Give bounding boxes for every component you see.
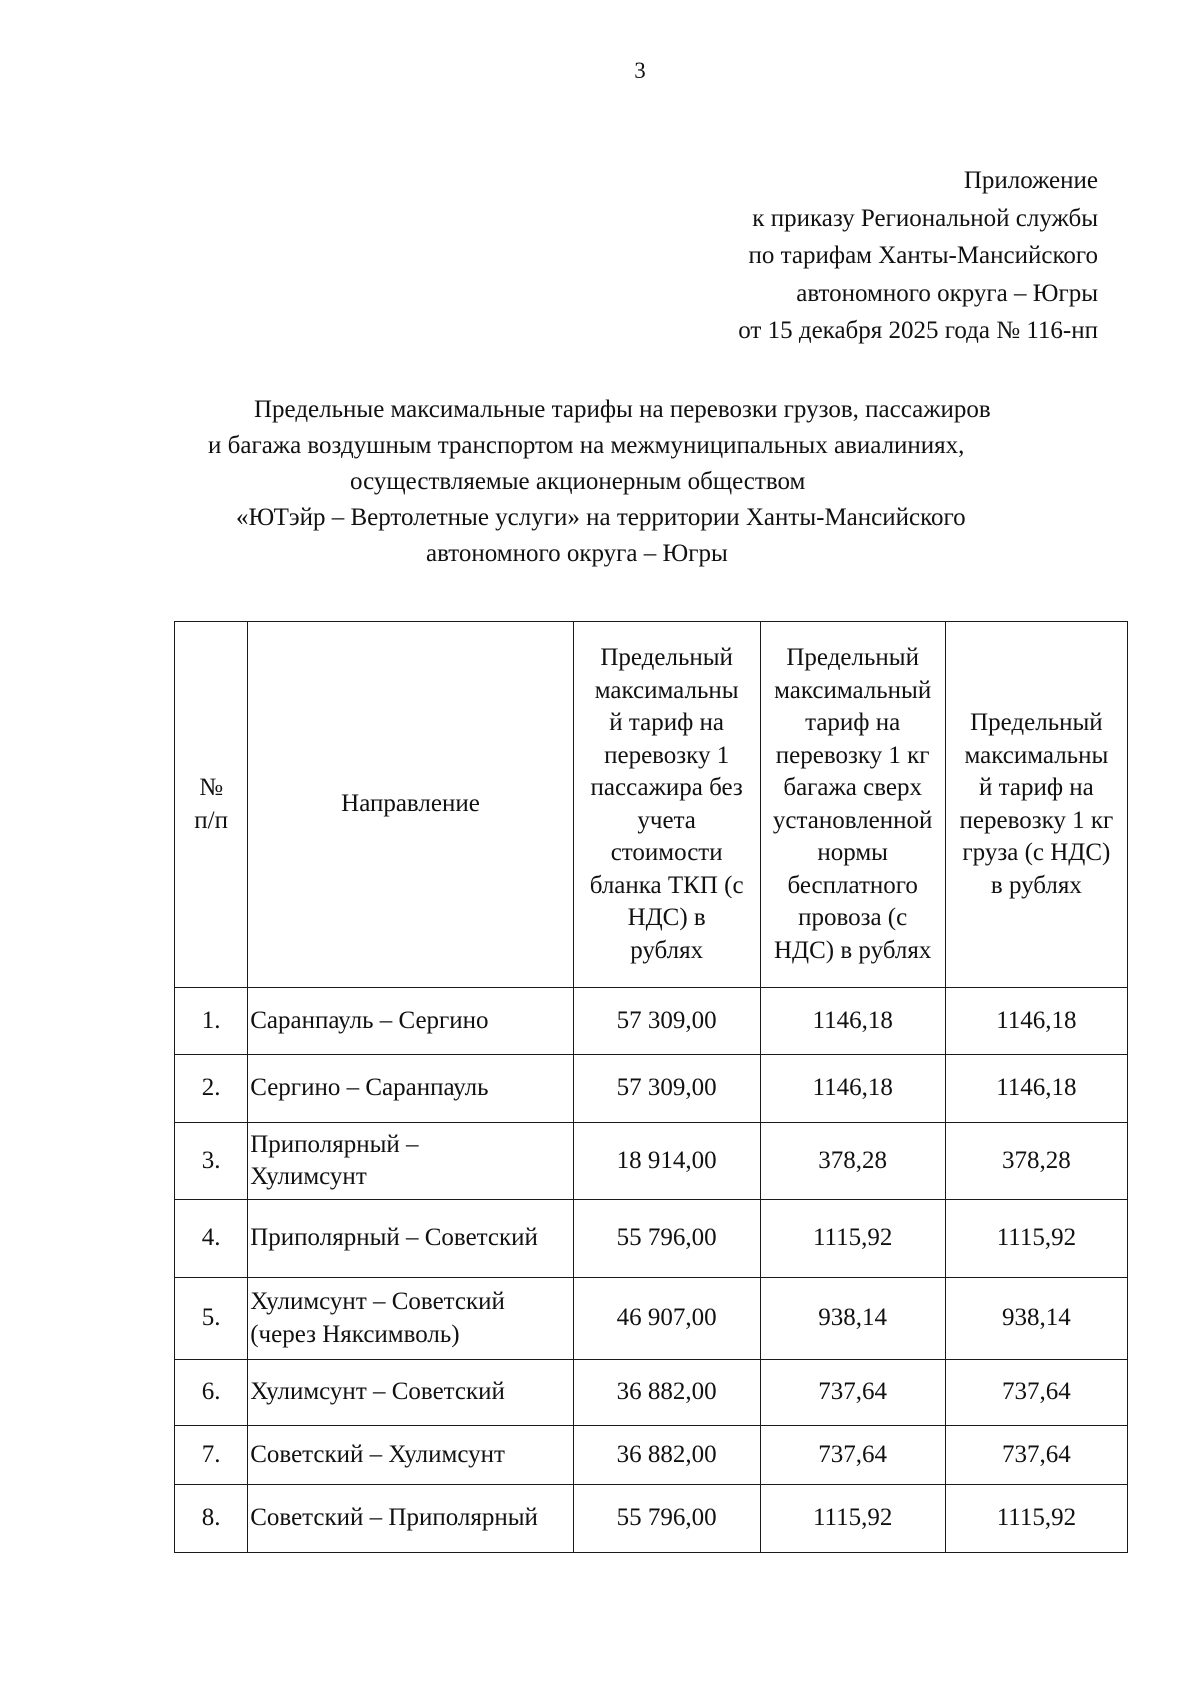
row-direction: Сергино – Саранпауль	[248, 1055, 574, 1123]
row-number: 1.	[175, 988, 248, 1055]
row-number: 3.	[175, 1123, 248, 1200]
row-baggage-tariff: 938,14	[760, 1278, 945, 1360]
row-passenger-tariff: 18 914,00	[573, 1123, 760, 1200]
row-direction: Приполярный – Хулимсунт	[248, 1123, 574, 1200]
table-row	[175, 1123, 1128, 1200]
row-passenger-tariff: 46 907,00	[573, 1278, 760, 1360]
table-row	[175, 988, 1128, 1055]
appendix-line: от 15 декабря 2025 года № 116-нп	[738, 317, 1098, 344]
row-cargo-tariff: 1115,92	[945, 1485, 1127, 1553]
row-direction: Хулимсунт – Советский (через Няксимволь)	[248, 1278, 574, 1360]
row-passenger-tariff: 57 309,00	[573, 988, 760, 1055]
row-cargo-tariff: 1146,18	[945, 1055, 1127, 1123]
title-line: «ЮТэйр – Вертолетные услуги» на территории Ханты-Мансийского	[236, 504, 966, 531]
row-passenger-tariff: 55 796,00	[573, 1485, 760, 1553]
row-passenger-tariff: 57 309,00	[573, 1055, 760, 1123]
row-direction: Приполярный – Советский	[248, 1200, 574, 1278]
table-row	[175, 1200, 1128, 1278]
row-number: 6.	[175, 1360, 248, 1426]
appendix-line: по тарифам Ханты-Мансийского	[748, 242, 1098, 269]
row-cargo-tariff: 737,64	[945, 1360, 1127, 1426]
appendix-line: Приложение	[963, 167, 1098, 194]
row-baggage-tariff: 1115,92	[760, 1485, 945, 1553]
appendix-line: к приказу Региональной службы	[752, 204, 1098, 232]
page-number: 3	[634, 58, 646, 83]
title-line: Предельные максимальные тарифы на перевозки грузов, пассажиров	[254, 396, 991, 423]
header-passenger-tariff: Предельный максимальны й тариф на перевозку 1 пассажира без учета стоимости бланка ТКП (с НДС) в рублях	[573, 622, 760, 988]
row-cargo-tariff: 378,28	[945, 1123, 1127, 1200]
row-direction: Советский – Хулимсунт	[248, 1426, 574, 1485]
row-number: 8.	[175, 1485, 248, 1553]
appendix-block	[738, 162, 1098, 350]
row-cargo-tariff: 737,64	[945, 1426, 1127, 1485]
row-passenger-tariff: 36 882,00	[573, 1360, 760, 1426]
row-baggage-tariff: 737,64	[760, 1360, 945, 1426]
table-row	[175, 1278, 1128, 1360]
header-number: № п/п	[175, 622, 248, 988]
table-row	[175, 1360, 1128, 1426]
row-baggage-tariff: 1146,18	[760, 1055, 945, 1123]
header-baggage-tariff: Предельный максимальный тариф на перевозку 1 кг багажа сверх установленной нормы бесплатного провоза (с НДС) в рублях	[760, 622, 945, 988]
row-direction: Саранпауль – Сергино	[248, 988, 574, 1055]
row-passenger-tariff: 36 882,00	[573, 1426, 760, 1485]
header-direction: Направление	[248, 622, 574, 988]
row-baggage-tariff: 1146,18	[760, 988, 945, 1055]
table-row	[175, 1055, 1128, 1123]
row-baggage-tariff: 1115,92	[760, 1200, 945, 1278]
row-cargo-tariff: 1115,92	[945, 1200, 1127, 1278]
row-number: 4.	[175, 1200, 248, 1278]
row-number: 7.	[175, 1426, 248, 1485]
document-title	[190, 392, 1090, 572]
row-number: 2.	[175, 1055, 248, 1123]
title-line: осуществляемые акционерным обществом	[350, 468, 806, 495]
table-header-row	[175, 622, 1128, 988]
table-row	[175, 1485, 1128, 1553]
title-line: и багажа воздушным транспортом на межмуниципальных авиалиниях,	[208, 432, 965, 459]
header-cargo-tariff: Предельный максимальны й тариф на перевозку 1 кг груза (с НДС) в рублях	[945, 622, 1127, 988]
row-passenger-tariff: 55 796,00	[573, 1200, 760, 1278]
row-baggage-tariff: 737,64	[760, 1426, 945, 1485]
row-number: 5.	[175, 1278, 248, 1360]
row-direction: Советский – Приполярный	[248, 1485, 574, 1553]
row-cargo-tariff: 938,14	[945, 1278, 1127, 1360]
row-baggage-tariff: 378,28	[760, 1123, 945, 1200]
tariffs-table	[174, 621, 1128, 1553]
appendix-line: автономного округа – Югры	[796, 279, 1098, 307]
row-cargo-tariff: 1146,18	[945, 988, 1127, 1055]
row-direction: Хулимсунт – Советский	[248, 1360, 574, 1426]
title-line: автономного округа – Югры	[426, 540, 728, 567]
table-row	[175, 1426, 1128, 1485]
